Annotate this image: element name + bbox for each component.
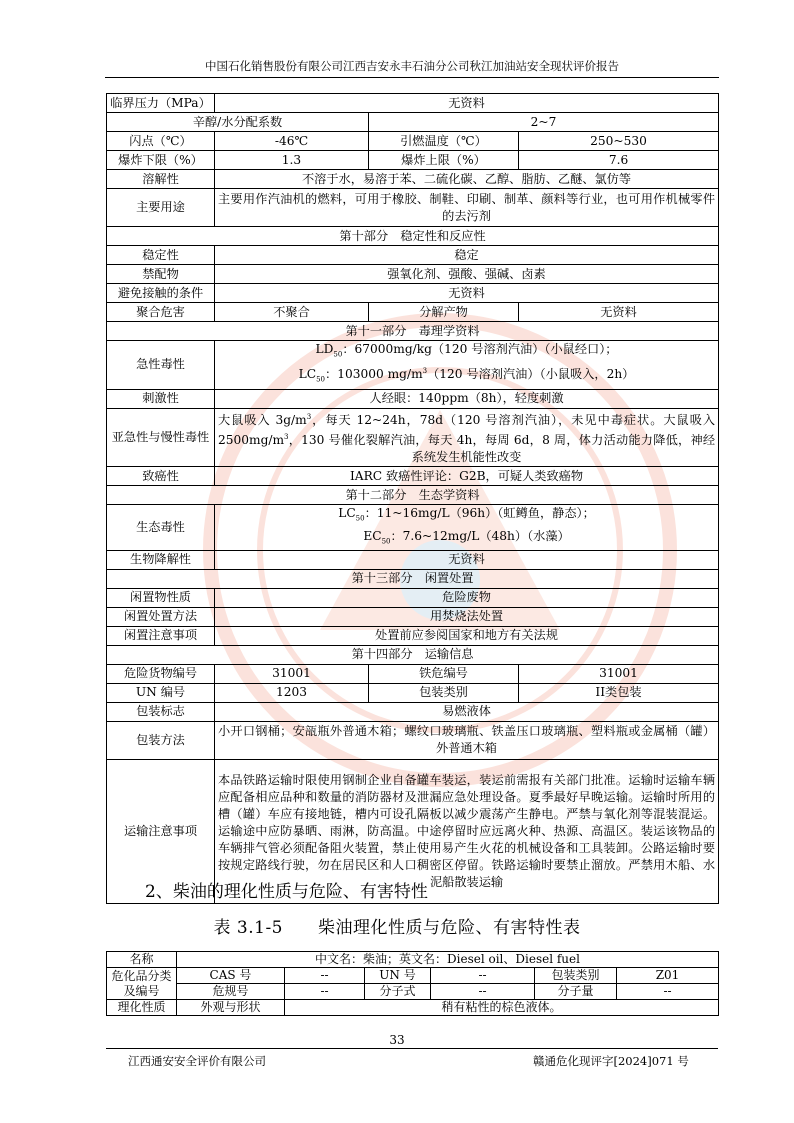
pkg-mark-label: 包装标志	[107, 702, 215, 721]
table-row	[107, 1000, 719, 1016]
solubility-value: 不溶于水，易溶于苯、二硫化碳、乙醇、脂肪、乙醚、氯仿等	[215, 170, 719, 189]
table-row	[107, 505, 719, 551]
table-row	[107, 113, 719, 132]
table-row	[107, 151, 719, 170]
waste-nature-value: 危险废物	[215, 588, 719, 607]
uel-label: 爆炸上限（%）	[369, 151, 519, 170]
irritation-label: 刺激性	[107, 389, 215, 408]
pkg-class-label: 包装类别	[369, 683, 519, 702]
avoid-value: 无资料	[215, 284, 719, 303]
name-label: 名称	[107, 952, 177, 968]
ignition-temp-value: 250~530	[519, 132, 719, 151]
reg-label: 危规号	[177, 984, 285, 1000]
page-header: 中国石化销售股份有限公司江西吉安永丰石油分公司秋江加油站安全现状评价报告	[205, 59, 619, 73]
dg-number-label: 危险货物编号	[107, 664, 215, 683]
table-row	[107, 607, 719, 626]
section-13-heading: 第十三部分 闲置处置	[107, 569, 719, 588]
table-row	[107, 626, 719, 645]
section-title: 2、柴油的理化性质与危险、有害特性	[145, 882, 428, 902]
section-14-heading: 第十四部分 运输信息	[107, 645, 719, 664]
acute-value: $LD_{50}$：67000mg/kg（120 号溶剂汽油）（小鼠经口）； $LC_{50}$：103000 $mg/m^3(120$ 号溶剂汽油）（小鼠吸入，2h）	[215, 341, 719, 390]
pkg-method-value: 小开口钢桶；安瓿瓶外普通木箱；螺纹口玻璃瓶、铁盖压口玻璃瓶、塑料瓶或金属桶（罐）外普通木箱	[215, 721, 719, 759]
table-row	[107, 389, 719, 408]
table-caption: 表 3.1-5 柴油理化性质与危险、有害特性表	[213, 918, 581, 938]
table-row	[107, 984, 719, 1000]
pkg-mark-value: 易燃液体	[215, 702, 719, 721]
pkg-class-value: II类包装	[519, 683, 719, 702]
table-row	[107, 683, 719, 702]
table-row	[107, 303, 719, 322]
table-row	[107, 952, 719, 968]
rail-number-label: 铁危编号	[369, 664, 519, 683]
table-row	[107, 486, 719, 505]
chronic-value: 大鼠吸入 $3g/m^3$，每天 12~24h，78d（120 号溶剂汽油），未见中毒症状。大鼠吸入 $2500mg/m^3$，130 号催化裂解汽油，每天 4h，每周 6d，8 周，体力活动能力降低，神经系统发生机能性改变	[215, 408, 719, 466]
appear-value: 稍有粘性的棕色液体。	[285, 1000, 719, 1016]
un-value: --	[431, 968, 535, 984]
lel-value: 1.3	[215, 151, 369, 170]
usage-label: 主要用途	[107, 189, 215, 227]
phys-label: 理化性质	[107, 1000, 177, 1016]
pkg-label: 包装类别	[535, 968, 617, 984]
gasoline-properties-table	[106, 93, 719, 904]
table-row	[107, 721, 719, 759]
uel-value: 7.6	[519, 151, 719, 170]
table-row	[107, 265, 719, 284]
polymer-value: 不聚合	[215, 303, 369, 322]
flash-point-value: -46℃	[215, 132, 369, 151]
appear-label: 外观与形状	[177, 1000, 285, 1016]
class-label: 危化品分类及编号	[107, 968, 177, 1000]
table-row	[107, 227, 719, 246]
partition-value: 2~7	[369, 113, 719, 132]
decomp-value: 无资料	[519, 303, 719, 322]
incompatible-label: 禁配物	[107, 265, 215, 284]
acute-label: 急性毒性	[107, 341, 215, 390]
pkg-method-label: 包装方法	[107, 721, 215, 759]
waste-nature-label: 闲置物性质	[107, 588, 215, 607]
mw-value: --	[617, 984, 719, 1000]
table-row	[107, 968, 719, 984]
table-row	[107, 246, 719, 265]
table-row	[107, 341, 719, 390]
table-row	[107, 322, 719, 341]
decomp-label: 分解产物	[369, 303, 519, 322]
waste-method-value: 用焚烧法处置	[215, 607, 719, 626]
table-row	[107, 588, 719, 607]
formula-value: --	[431, 984, 535, 1000]
section-11-heading: 第十一部分 毒理学资料	[107, 322, 719, 341]
waste-method-label: 闲置处置方法	[107, 607, 215, 626]
reg-value: --	[285, 984, 365, 1000]
table-row	[107, 189, 719, 227]
header-divider	[105, 77, 719, 78]
flash-point-label: 闪点（℃）	[107, 132, 215, 151]
un-label: UN 号	[365, 968, 431, 984]
biodeg-value: 无资料	[215, 550, 719, 569]
ignition-temp-label: 引燃温度（℃）	[369, 132, 519, 151]
stability-label: 稳定性	[107, 246, 215, 265]
table-row	[107, 664, 719, 683]
usage-value: 主要用作汽油机的燃料，可用于橡胶、制鞋、印刷、制革、颜料等行业，也可用作机械零件的去污剂	[215, 189, 719, 227]
polymer-label: 聚合危害	[107, 303, 215, 322]
transport-label: 运输注意事项	[107, 759, 215, 903]
dg-number-value: 31001	[215, 664, 369, 683]
mw-label: 分子量	[535, 984, 617, 1000]
table-row	[107, 170, 719, 189]
transport-value: 本品铁路运输时限使用钢制企业自备罐车装运，装运前需报有关部门批准。运输时运输车辆应配备相应品种和数量的消防器材及泄漏应急处理设备。夏季最好早晚运输。运输时所用的槽（罐）车应有接地链，槽内可设孔隔板以减少震荡产生静电。严禁与氧化剂等混装混运。运输途中应防暴晒、雨淋，防高温。中途停留时应远离火种、热源、高温区。装运该物品的车辆排气管必须配备阻火装置，禁止使用易产生火花的机械设备和工具装卸。公路运输时要按规定路线行驶，勿在居民区和人口稠密区停留。铁路运输时要禁止溜放。严禁用木船、水泥船散装运输	[215, 759, 719, 903]
table-row	[107, 550, 719, 569]
chronic-label: 亚急性与慢性毒性	[107, 408, 215, 466]
table-row	[107, 467, 719, 486]
table-row	[107, 94, 719, 113]
cas-label: CAS 号	[177, 968, 285, 984]
carcino-label: 致癌性	[107, 467, 215, 486]
pkg-value: Z01	[617, 968, 719, 984]
critical-pressure-label: 临界压力（MPa）	[107, 94, 215, 113]
rail-number-value: 31001	[519, 664, 719, 683]
solubility-label: 溶解性	[107, 170, 215, 189]
section-12-heading: 第十二部分 生态学资料	[107, 486, 719, 505]
incompatible-value: 强氧化剂、强酸、强碱、卤素	[215, 265, 719, 284]
partition-label: 辛醇/水分配系数	[107, 113, 369, 132]
section-10-heading: 第十部分 稳定性和反应性	[107, 227, 719, 246]
irritation-value: 人经眼：140ppm（8h），轻度刺激	[215, 389, 719, 408]
stability-value: 稳定	[215, 246, 719, 265]
page-number: 33	[389, 1033, 405, 1047]
cas-value: --	[285, 968, 365, 984]
critical-pressure-value: 无资料	[215, 94, 719, 113]
lel-label: 爆炸下限（%）	[107, 151, 215, 170]
un-number-label: UN 编号	[107, 683, 215, 702]
biodeg-label: 生物降解性	[107, 550, 215, 569]
un-number-value: 1203	[215, 683, 369, 702]
footer-divider	[106, 1048, 718, 1049]
table-row	[107, 569, 719, 588]
eco-label: 生态毒性	[107, 505, 215, 551]
diesel-properties-table	[106, 951, 719, 1016]
footer-report-number: 赣通危化现评字[2024]071 号	[533, 1054, 689, 1068]
avoid-label: 避免接触的条件	[107, 284, 215, 303]
waste-note-value: 处置前应参阅国家和地方有关法规	[215, 626, 719, 645]
table-row	[107, 284, 719, 303]
table-row	[107, 702, 719, 721]
formula-label: 分子式	[365, 984, 431, 1000]
carcino-value: IARC 致癌性评论：G2B，可疑人类致癌物	[215, 467, 719, 486]
footer-company: 江西通安安全评价有限公司	[128, 1054, 266, 1068]
table-row	[107, 132, 719, 151]
table-row	[107, 645, 719, 664]
name-value: 中文名：柴油；英文名：Diesel oil、Diesel fuel	[177, 952, 719, 968]
waste-note-label: 闲置注意事项	[107, 626, 215, 645]
eco-value: $LC_{50}$：11~16mg/L（96h）（虹鳟鱼，静态）； $EC_{50}$：7.6~12mg/L（48h）（水藻）	[215, 505, 719, 551]
table-row	[107, 408, 719, 466]
